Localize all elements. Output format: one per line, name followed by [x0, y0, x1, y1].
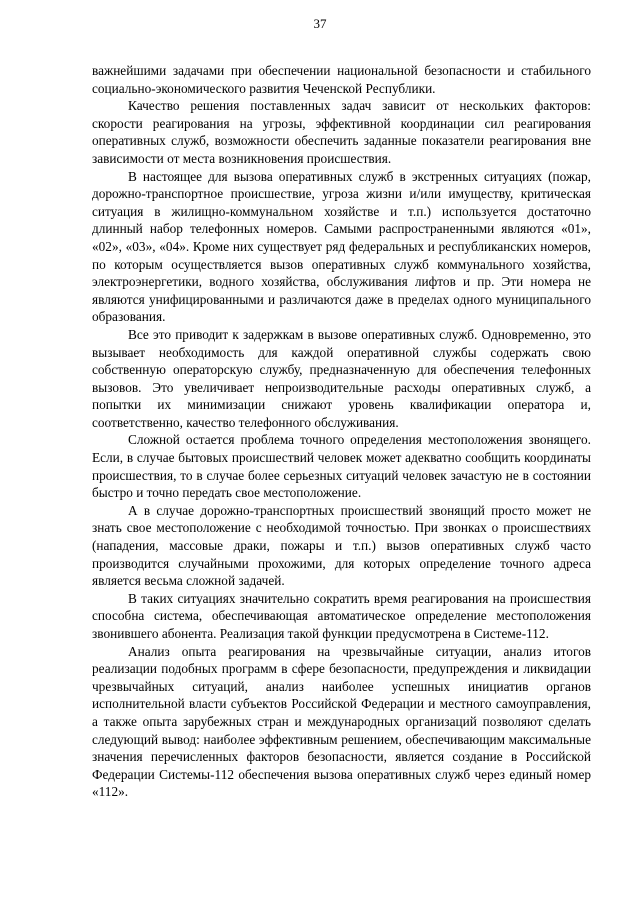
paragraph: Анализ опыта реагирования на чрезвычайные ситуации, анализ итогов реализации подобных программ в сфере безопасности, предупреждения и ликвидации чрезвычайных ситуаций, анализ наиболее успешных инициатив органов исполнительной власти субъектов Российской Федерации и местного самоуправления, а также опыта зарубежных стран и международных организаций позволяют сделать следующий вывод: наиболее эффективным решением, обеспечивающим максимальные значения перечисленных факторов безопасности, является создание в Российской Федерации Системы-112 обеспечения вызова оперативных служб через единый номер «112».	[92, 643, 591, 800]
paragraph: В настоящее для вызова оперативных служб в экстренных ситуациях (пожар, дорожно-транспортное происшествие, угроза жизни и/или имуществу, критическая ситуация в жилищно-коммунальном хозяйстве и т.п.) используется достаточно длинный набор телефонных номеров. Самыми распространенными являются «01», «02», «03», «04». Кроме них существует ряд федеральных и республиканских номеров, по которым осуществляется вызов оперативных служб коммунального хозяйства, электроэнергетики, водного хозяйства, обслуживания лифтов и пр. Эти номера не являются унифицированными и различаются даже в пределах одного муниципального образования.	[92, 168, 591, 325]
paragraph: А в случае дорожно-транспортных происшествий звонящий просто может не знать свое местоположение с необходимой точностью. При звонках о происшествиях (нападения, массовые драки, пожары и т.п.) вызов оперативных служб часто производится случайными прохожими, для которых определение точного адреса является весьма сложной задачей.	[92, 502, 591, 589]
page-number: 37	[313, 16, 327, 31]
paragraph: Качество решения поставленных задач зависит от нескольких факторов: скорости реагирования на угрозы, эффективной координации сил реагирования оперативных служб, возможности обеспечить заданные показатели реагирования вне зависимости от места возникновения происшествия.	[92, 98, 591, 166]
paragraph: В таких ситуациях значительно сократить время реагирования на происшествия способна система, обеспечивающая автоматическое определение местоположения звонившего абонента. Реализация такой функции предусмотрена в Системе-112.	[92, 590, 591, 641]
paragraph: Все это приводит к задержкам в вызове оперативных служб. Одновременно, это вызывает необходимость для каждой оперативной службы содержать свою собственную операторскую службу, предназначенную для обеспечения телефонных вызовов. Это увеличивает непроизводительные расходы оперативных служб, а попытки их минимизации снижают уровень квалификации оператора и, соответственно, качество телефонного обслуживания.	[92, 326, 591, 430]
paragraph-continuation: важнейшими задачами при обеспечении национальной безопасности и стабильного социально-экономического развития Чеченской Республики.	[92, 63, 591, 96]
paragraph: Сложной остается проблема точного определения местоположения звонящего. Если, в случае бытовых происшествий человек может адекватно сообщить координаты происшествия, то в случае более серьезных ситуаций человек зачастую не в состоянии быстро и точно передать свое местоположение.	[92, 432, 591, 501]
document-body	[92, 62, 591, 801]
